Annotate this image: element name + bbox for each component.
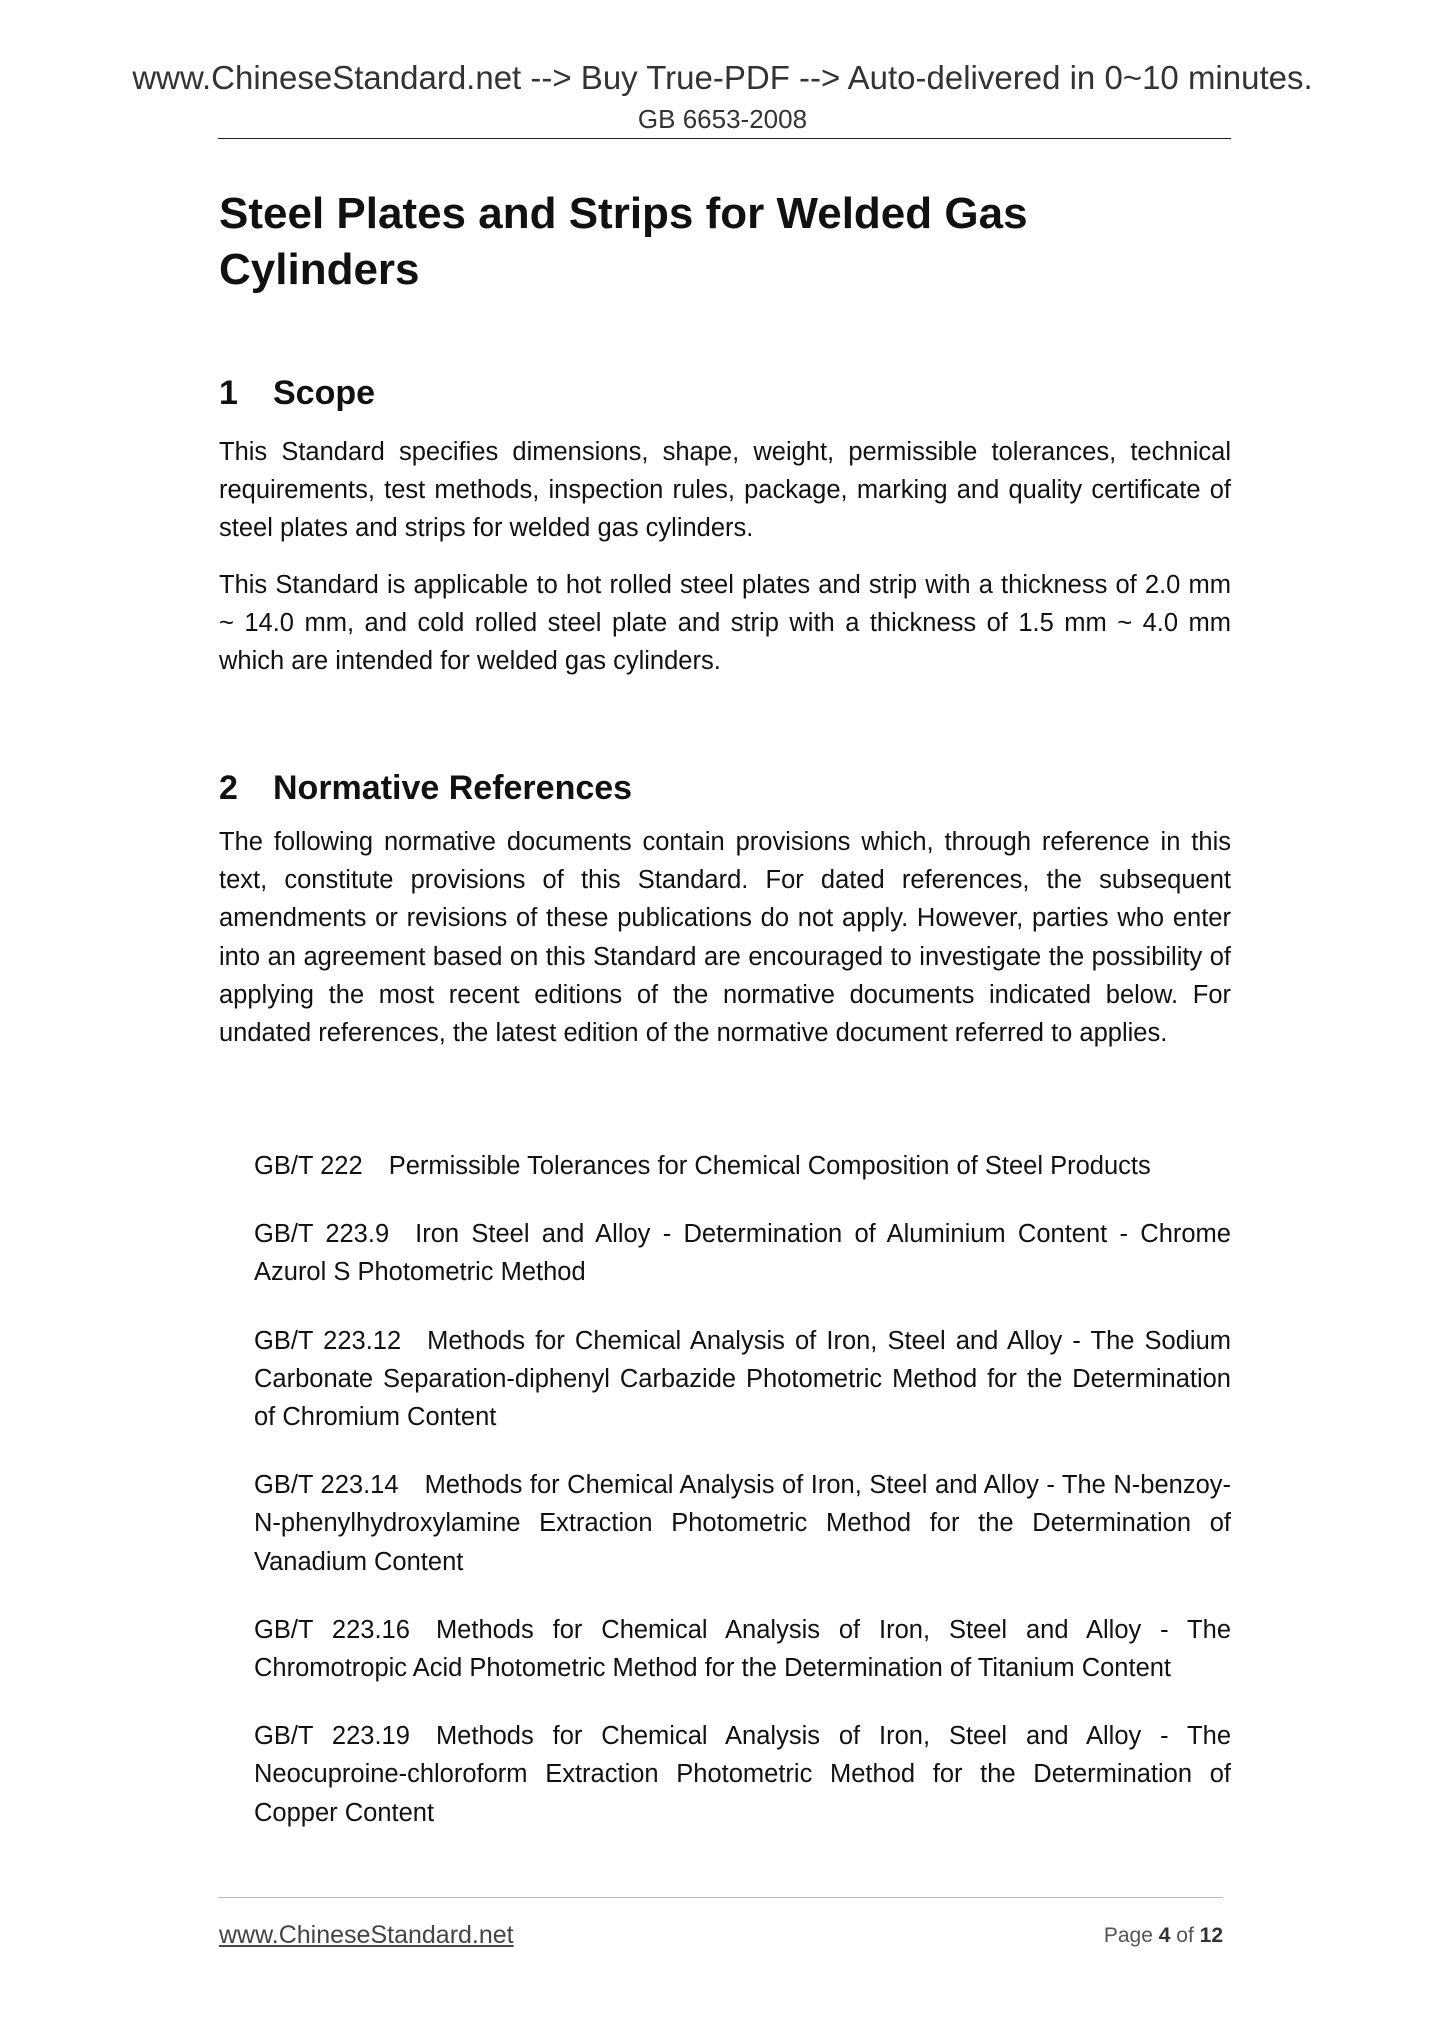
reference-item bbox=[254, 1322, 1231, 1437]
section-title: Scope bbox=[273, 374, 376, 412]
standard-code: GB 6653-2008 bbox=[637, 104, 808, 134]
reference-code: GB/T 223.9 bbox=[254, 1220, 390, 1249]
header-banner: www.ChineseStandard.net --> Buy True-PDF --> Auto-delivered in 0~10 minutes. bbox=[132, 59, 1313, 96]
reference-code: GB/T 223.14 bbox=[254, 1471, 399, 1500]
total-pages: 12 bbox=[1199, 1924, 1223, 1947]
header-divider bbox=[218, 138, 1231, 139]
section-title: Normative References bbox=[273, 769, 633, 807]
reference-code: GB/T 222 bbox=[254, 1152, 363, 1180]
normative-reference-list bbox=[254, 1147, 1231, 1862]
footer-website-link[interactable]: www.ChineseStandard.net bbox=[219, 1921, 514, 1949]
section-heading-scope bbox=[219, 371, 375, 415]
reference-title: Methods for Chemical Analysis of Iron, Steel and Alloy - The Sodium Carbonate Separation-diphenyl Carbazide Photometric Method for the Determination of Chromium Content bbox=[254, 1326, 1232, 1432]
section-heading-normative-references bbox=[219, 766, 632, 810]
section-number: 1 bbox=[219, 374, 238, 412]
reference-code: GB/T 223.19 bbox=[254, 1722, 410, 1751]
reference-item bbox=[254, 1466, 1231, 1581]
section-number: 2 bbox=[219, 769, 238, 807]
reference-code: GB/T 223.12 bbox=[254, 1326, 402, 1355]
reference-title: Methods for Chemical Analysis of Iron, Steel and Alloy - The Neocuproine-chloroform Extraction Photometric Method for the Determination of Copper Content bbox=[254, 1722, 1231, 1827]
reference-item bbox=[254, 1147, 1231, 1185]
reference-title: Methods for Chemical Analysis of Iron, Steel and Alloy - The Chromotropic Acid Photometric Method for the Determination of Titanium Content bbox=[254, 1615, 1231, 1683]
reference-item bbox=[254, 1717, 1231, 1832]
page-label: Page bbox=[1103, 1924, 1153, 1947]
footer-divider bbox=[218, 1897, 1223, 1898]
reference-title: Iron Steel and Alloy - Determination of Aluminium Content - Chrome Azurol S Photometric Method bbox=[254, 1220, 1231, 1287]
document-title: Steel Plates and Strips for Welded Gas Cylinders bbox=[219, 189, 1028, 294]
scope-paragraph: This Standard specifies dimensions, shape, weight, permissible tolerances, technical requirements, test methods, inspection rules, package, marking and quality certificate of steel plates and strips for welded gas cylinders. bbox=[219, 438, 1231, 543]
scope-paragraph: This Standard is applicable to hot rolled steel plates and strip with a thickness of 2.0 mm ~ 14.0 mm, and cold rolled steel plate and strip with a thickness of 1.5 mm ~ 4.0 mm which are intended for welded gas cylinders. bbox=[219, 571, 1231, 676]
reference-item bbox=[254, 1611, 1231, 1687]
page-number bbox=[1104, 1921, 1223, 1951]
page-of-label: of bbox=[1176, 1924, 1194, 1947]
reference-title: Methods for Chemical Analysis of Iron, Steel and Alloy - The N-benzoy-N-phenylhydroxylamine Extraction Photometric Method for the Determination of Vanadium Content bbox=[254, 1471, 1232, 1576]
reference-item bbox=[254, 1215, 1231, 1291]
reference-title: Permissible Tolerances for Chemical Composition of Steel Products bbox=[388, 1152, 1151, 1180]
references-intro-paragraph: The following normative documents contain provisions which, through reference in this text, constitute provisions of this Standard. For dated references, the subsequent amendments or revisions of these publications do not apply. However, parties who enter into an agreement based on this Standard are encouraged to investigate the possibility of applying the most recent editions of the normative documents indicated below. For undated references, the latest edition of the normative document referred to applies. bbox=[219, 828, 1231, 1048]
current-page: 4 bbox=[1158, 1924, 1171, 1947]
reference-code: GB/T 223.16 bbox=[254, 1615, 410, 1644]
